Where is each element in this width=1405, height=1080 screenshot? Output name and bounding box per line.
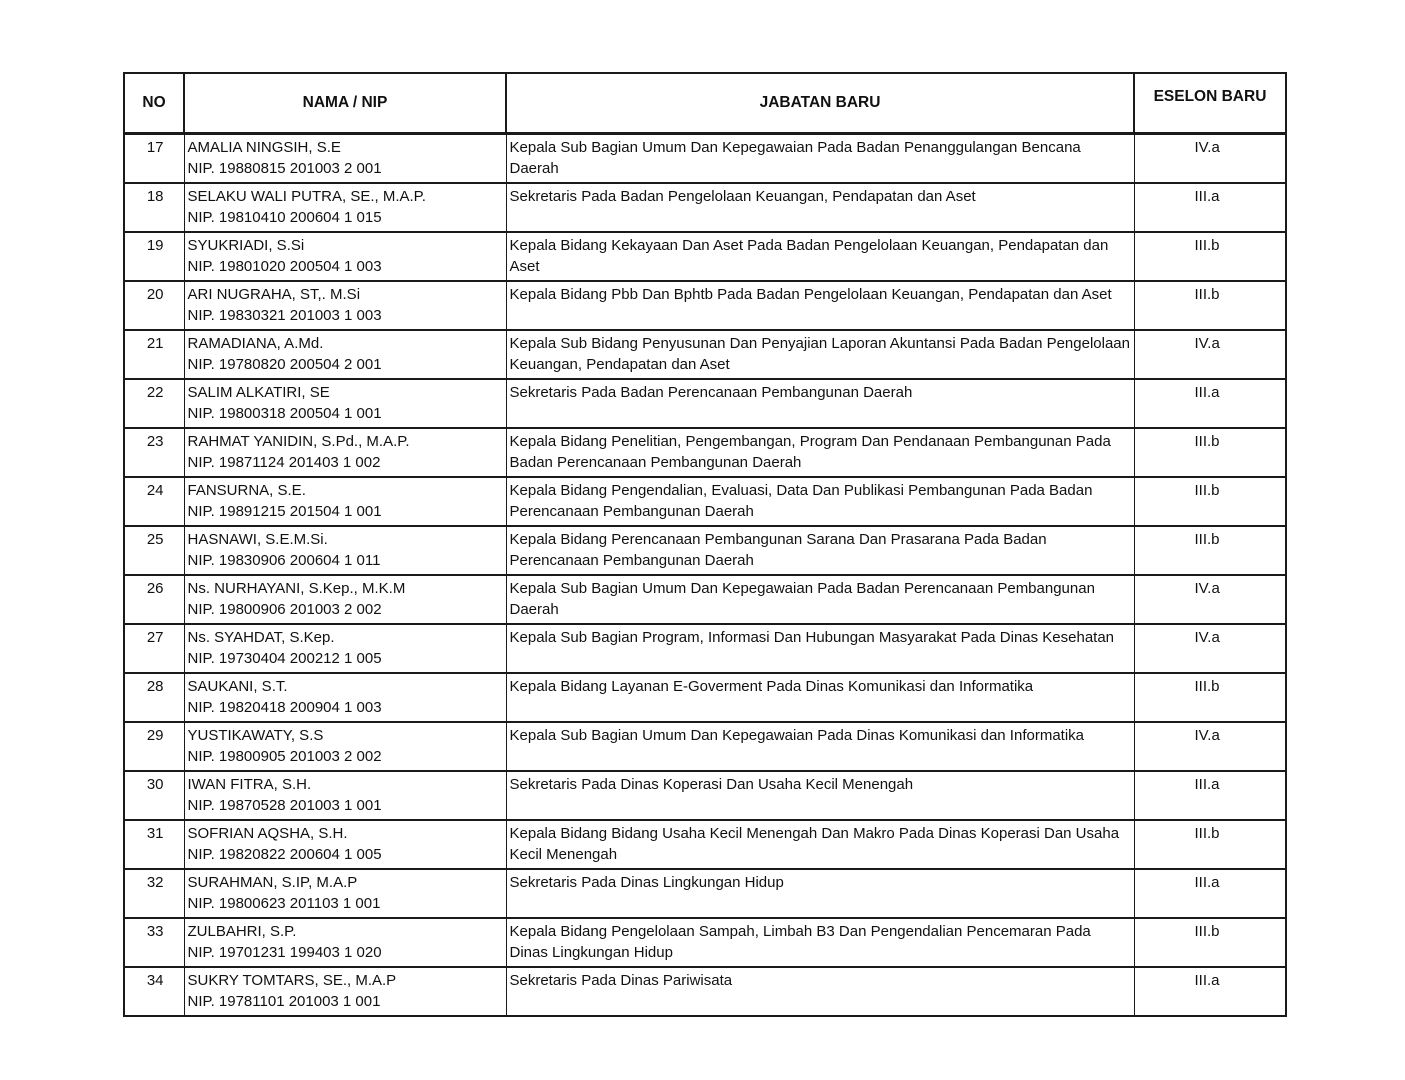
document-page	[123, 72, 1285, 1017]
position-title: Kepala Sub Bagian Umum Dan Kepegawaian Pada Badan Perencanaan Pembangunan Daerah	[509, 580, 1095, 618]
table-row	[124, 918, 1286, 967]
row-jabatan	[506, 918, 1134, 967]
row-jabatan	[506, 379, 1134, 428]
table-header-row	[124, 73, 1286, 134]
row-eselon: IV.a	[1134, 330, 1286, 379]
row-number: 18	[124, 183, 184, 232]
employee-name: SOFRIAN AQSHA, S.H.	[187, 825, 348, 842]
table-row	[124, 967, 1286, 1016]
row-nama-nip	[184, 918, 506, 967]
position-title: Kepala Bidang Pengendalian, Evaluasi, Data Dan Publikasi Pembangunan Pada Badan Perencanaan Pembangunan Daerah	[509, 482, 1093, 520]
row-number: 24	[124, 477, 184, 526]
table-row	[124, 624, 1286, 673]
row-jabatan	[506, 673, 1134, 722]
employee-name: ZULBAHRI, S.P.	[187, 923, 297, 940]
row-nama-nip	[184, 722, 506, 771]
table-row	[124, 379, 1286, 428]
row-jabatan	[506, 428, 1134, 477]
table-row	[124, 526, 1286, 575]
employee-nip: NIP. 19891215 201504 1 001	[187, 503, 382, 520]
position-title: Sekretaris Pada Badan Pengelolaan Keuangan, Pendapatan dan Aset	[509, 188, 976, 205]
position-title: Kepala Bidang Layanan E-Goverment Pada Dinas Komunikasi dan Informatika	[509, 678, 1034, 695]
row-jabatan	[506, 526, 1134, 575]
header-jabatan-baru: JABATAN BARU	[506, 73, 1134, 134]
employee-nip: NIP. 19800623 201103 1 001	[187, 895, 381, 912]
row-number: 30	[124, 771, 184, 820]
row-number: 26	[124, 575, 184, 624]
row-eselon: III.b	[1134, 526, 1286, 575]
table-row	[124, 232, 1286, 281]
row-nama-nip	[184, 673, 506, 722]
table-row	[124, 673, 1286, 722]
employee-nip: NIP. 19830906 200604 1 011	[187, 552, 381, 569]
employee-nip: NIP. 19810410 200604 1 015	[187, 209, 382, 226]
row-jabatan	[506, 967, 1134, 1016]
position-title: Sekretaris Pada Dinas Koperasi Dan Usaha Kecil Menengah	[509, 776, 914, 793]
table-row	[124, 281, 1286, 330]
employee-name: RAMADIANA, A.Md.	[187, 335, 324, 352]
employee-nip: NIP. 19871124 201403 1 002	[187, 454, 381, 471]
position-title: Kepala Bidang Bidang Usaha Kecil Menengah Dan Makro Pada Dinas Koperasi Dan Usaha Kecil Menengah	[509, 825, 1120, 863]
row-number: 25	[124, 526, 184, 575]
employee-name: SYUKRIADI, S.Si	[187, 237, 305, 254]
employee-nip: NIP. 19701231 199403 1 020	[187, 944, 382, 961]
table-row	[124, 722, 1286, 771]
row-jabatan	[506, 869, 1134, 918]
table-row	[124, 428, 1286, 477]
row-number: 19	[124, 232, 184, 281]
row-number: 32	[124, 869, 184, 918]
row-jabatan	[506, 477, 1134, 526]
table-row	[124, 183, 1286, 232]
employee-name: SUKRY TOMTARS, SE., M.A.P	[187, 972, 397, 989]
table-row	[124, 771, 1286, 820]
position-title: Kepala Sub Bagian Umum Dan Kepegawaian Pada Dinas Komunikasi dan Informatika	[509, 727, 1085, 744]
position-title: Kepala Bidang Penelitian, Pengembangan, Program Dan Pendanaan Pembangunan Pada Badan Perencanaan Pembangunan Daerah	[509, 433, 1111, 471]
header-nama-nip: NAMA / NIP	[184, 73, 506, 134]
row-eselon: III.a	[1134, 869, 1286, 918]
row-nama-nip	[184, 281, 506, 330]
employee-nip: NIP. 19830321 201003 1 003	[187, 307, 382, 324]
row-nama-nip	[184, 869, 506, 918]
table-row	[124, 134, 1286, 184]
header-no: NO	[124, 73, 184, 134]
position-title: Sekretaris Pada Dinas Lingkungan Hidup	[509, 874, 784, 891]
position-title: Kepala Bidang Pbb Dan Bphtb Pada Badan Pengelolaan Keuangan, Pendapatan dan Aset	[509, 286, 1112, 303]
row-eselon: III.b	[1134, 232, 1286, 281]
header-eselon-baru: ESELON BARU	[1134, 73, 1286, 134]
row-jabatan	[506, 134, 1134, 184]
employee-name: SELAKU WALI PUTRA, SE., M.A.P.	[187, 188, 426, 205]
row-eselon: III.b	[1134, 918, 1286, 967]
employee-nip: NIP. 19820822 200604 1 005	[187, 846, 382, 863]
row-jabatan	[506, 183, 1134, 232]
row-eselon: III.a	[1134, 379, 1286, 428]
position-title: Kepala Bidang Pengelolaan Sampah, Limbah B3 Dan Pengendalian Pencemaran Pada Dinas Lingkungan Hidup	[509, 923, 1091, 961]
row-jabatan	[506, 575, 1134, 624]
employee-name: SURAHMAN, S.IP, M.A.P	[187, 874, 358, 891]
employee-nip: NIP. 19820418 200904 1 003	[187, 699, 382, 716]
employee-nip: NIP. 19800905 201003 2 002	[187, 748, 382, 765]
row-number: 33	[124, 918, 184, 967]
row-jabatan	[506, 232, 1134, 281]
row-nama-nip	[184, 428, 506, 477]
row-eselon: III.b	[1134, 428, 1286, 477]
employee-name: SAUKANI, S.T.	[187, 678, 288, 695]
jabatan-table	[123, 72, 1287, 1017]
row-nama-nip	[184, 330, 506, 379]
employee-nip: NIP. 19800906 201003 2 002	[187, 601, 382, 618]
position-title: Kepala Sub Bagian Umum Dan Kepegawaian Pada Badan Penanggulangan Bencana Daerah	[509, 139, 1081, 177]
position-title: Sekretaris Pada Badan Perencanaan Pembangunan Daerah	[509, 384, 913, 401]
employee-nip: NIP. 19800318 200504 1 001	[187, 405, 382, 422]
employee-name: HASNAWI, S.E.M.Si.	[187, 531, 328, 548]
row-number: 31	[124, 820, 184, 869]
employee-nip: NIP. 19880815 201003 2 001	[187, 160, 382, 177]
row-jabatan	[506, 281, 1134, 330]
row-jabatan	[506, 771, 1134, 820]
employee-name: SALIM ALKATIRI, SE	[187, 384, 330, 401]
row-nama-nip	[184, 183, 506, 232]
row-eselon: IV.a	[1134, 624, 1286, 673]
row-eselon: III.a	[1134, 183, 1286, 232]
row-number: 20	[124, 281, 184, 330]
row-jabatan	[506, 624, 1134, 673]
row-nama-nip	[184, 624, 506, 673]
row-nama-nip	[184, 575, 506, 624]
row-eselon: III.a	[1134, 771, 1286, 820]
employee-name: IWAN FITRA, S.H.	[187, 776, 312, 793]
employee-name: RAHMAT YANIDIN, S.Pd., M.A.P.	[187, 433, 410, 450]
employee-name: Ns. NURHAYANI, S.Kep., M.K.M	[187, 580, 406, 597]
row-eselon: IV.a	[1134, 722, 1286, 771]
row-nama-nip	[184, 820, 506, 869]
row-eselon: IV.a	[1134, 134, 1286, 184]
row-jabatan	[506, 820, 1134, 869]
employee-name: YUSTIKAWATY, S.S	[187, 727, 324, 744]
table-row	[124, 820, 1286, 869]
row-number: 23	[124, 428, 184, 477]
row-nama-nip	[184, 232, 506, 281]
table-row	[124, 477, 1286, 526]
row-eselon: III.b	[1134, 820, 1286, 869]
row-nama-nip	[184, 771, 506, 820]
row-eselon: III.b	[1134, 477, 1286, 526]
row-jabatan	[506, 722, 1134, 771]
row-number: 28	[124, 673, 184, 722]
row-eselon: IV.a	[1134, 575, 1286, 624]
row-eselon: III.b	[1134, 281, 1286, 330]
position-title: Kepala Sub Bagian Program, Informasi Dan Hubungan Masyarakat Pada Dinas Kesehatan	[509, 629, 1115, 646]
row-number: 27	[124, 624, 184, 673]
row-number: 21	[124, 330, 184, 379]
employee-nip: NIP. 19781101 201003 1 001	[187, 993, 381, 1010]
row-number: 34	[124, 967, 184, 1016]
row-nama-nip	[184, 526, 506, 575]
row-jabatan	[506, 330, 1134, 379]
position-title: Kepala Bidang Perencanaan Pembangunan Sarana Dan Prasarana Pada Badan Perencanaan Pembangunan Daerah	[509, 531, 1047, 569]
employee-name: ARI NUGRAHA, ST,. M.Si	[187, 286, 361, 303]
position-title: Kepala Sub Bidang Penyusunan Dan Penyajian Laporan Akuntansi Pada Badan Pengelolaan Keuangan, Pendapatan dan Aset	[509, 335, 1130, 373]
employee-name: AMALIA NINGSIH, S.E	[187, 139, 341, 156]
table-row	[124, 869, 1286, 918]
row-eselon: III.a	[1134, 967, 1286, 1016]
row-number: 17	[124, 134, 184, 184]
row-nama-nip	[184, 477, 506, 526]
table-row	[124, 575, 1286, 624]
table-row	[124, 330, 1286, 379]
row-nama-nip	[184, 134, 506, 184]
employee-name: Ns. SYAHDAT, S.Kep.	[187, 629, 335, 646]
row-eselon: III.b	[1134, 673, 1286, 722]
employee-nip: NIP. 19870528 201003 1 001	[187, 797, 382, 814]
employee-nip: NIP. 19730404 200212 1 005	[187, 650, 382, 667]
row-number: 22	[124, 379, 184, 428]
employee-nip: NIP. 19780820 200504 2 001	[187, 356, 382, 373]
position-title: Sekretaris Pada Dinas Pariwisata	[509, 972, 733, 989]
row-nama-nip	[184, 379, 506, 428]
position-title: Kepala Bidang Kekayaan Dan Aset Pada Badan Pengelolaan Keuangan, Pendapatan dan Aset	[509, 237, 1109, 275]
employee-name: FANSURNA, S.E.	[187, 482, 306, 499]
row-nama-nip	[184, 967, 506, 1016]
employee-nip: NIP. 19801020 200504 1 003	[187, 258, 382, 275]
row-number: 29	[124, 722, 184, 771]
